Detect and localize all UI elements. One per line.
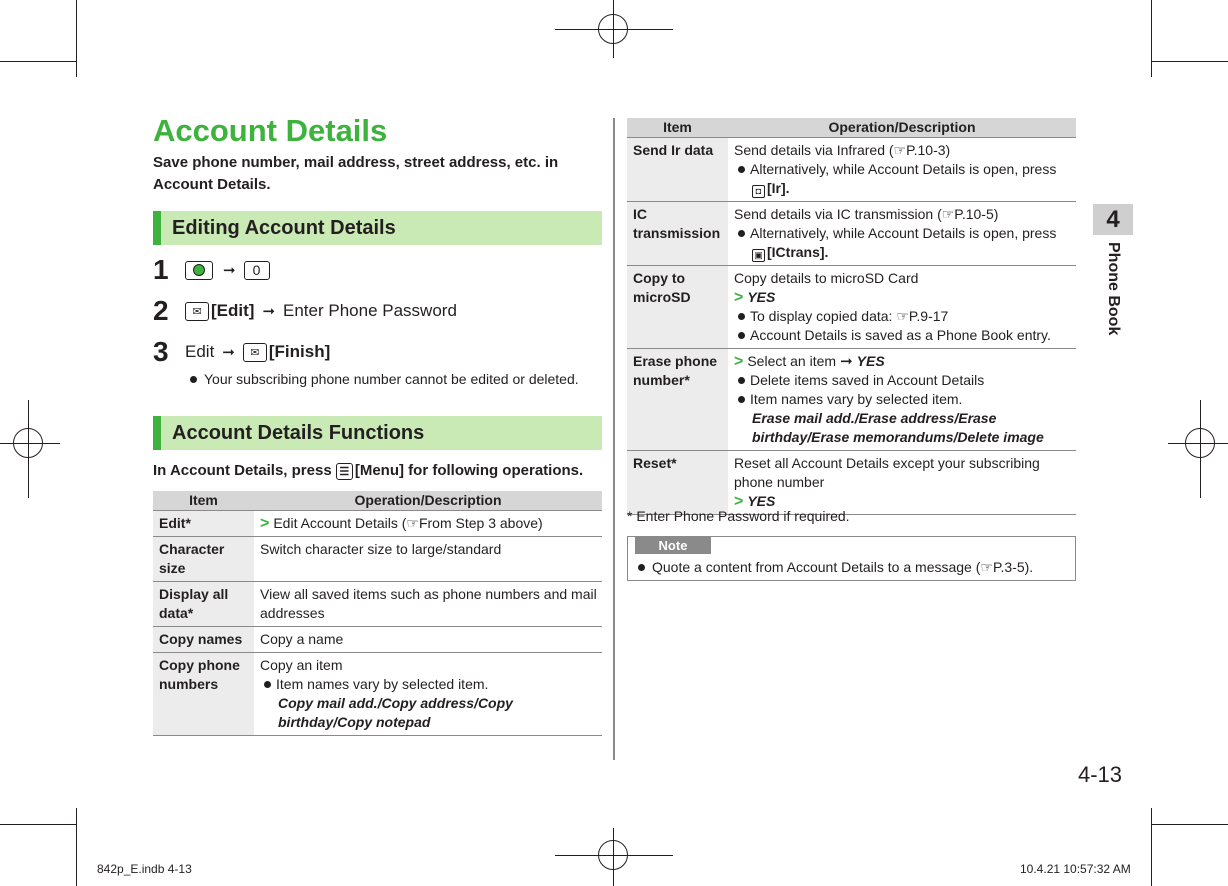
item-cell: Reset*: [627, 451, 728, 515]
tv-key-icon: ▣: [752, 249, 765, 262]
crop-mark: [76, 808, 77, 886]
yes-text: YES: [856, 353, 885, 369]
step-number: 2: [153, 295, 169, 326]
registration-mark: [555, 855, 673, 856]
table-row: [627, 451, 1076, 515]
column-header-desc: Operation/Description: [254, 491, 602, 511]
key-label: [ICtrans].: [767, 244, 829, 260]
item-cell: Character size: [153, 537, 254, 582]
bullet-text: Item names vary by selected item.: [734, 390, 1071, 409]
step-text: Edit: [185, 342, 215, 361]
arrow-icon: ➞: [840, 353, 853, 370]
crop-mark: [0, 61, 77, 62]
next-icon: >: [260, 515, 270, 532]
desc-cell: Switch character size to large/standard: [254, 537, 602, 582]
mail-key-icon: ✉: [185, 302, 209, 321]
slug-file: 842p_E.indb 4-13: [97, 862, 192, 876]
registration-mark: [555, 29, 673, 30]
slug-timestamp: 10.4.21 10:57:32 AM: [1020, 862, 1131, 876]
center-key-icon: [185, 261, 213, 280]
desc-cell: [728, 266, 1076, 349]
registration-mark: [0, 443, 60, 444]
table-row: [627, 202, 1076, 266]
table-row: [153, 511, 602, 537]
column-header-desc: Operation/Description: [728, 118, 1076, 138]
right-function-table: [627, 118, 1076, 515]
desc-text: Select an item: [747, 353, 837, 369]
desc-cell: [254, 511, 602, 537]
yes-text: YES: [747, 493, 776, 509]
desc-text: Send details via IC transmission (☞P.10-5): [734, 206, 999, 222]
bullet-text: Alternatively, while Account Details is open, press: [734, 160, 1071, 179]
finish-key-label: [Finish]: [268, 342, 331, 361]
yes-text: YES: [747, 289, 776, 305]
desc-cell: [254, 653, 602, 736]
item-cell: Erase phone number*: [627, 349, 728, 451]
functions-subhead: [153, 462, 583, 480]
note-box: [627, 536, 1076, 581]
bullet-text: Delete items saved in Account Details: [734, 371, 1071, 390]
desc-cell: [728, 451, 1076, 515]
desc-cell: [728, 138, 1076, 202]
table-row: [153, 537, 602, 582]
desc-text: Send details via Infrared (☞P.10-3): [734, 142, 951, 158]
item-cell: IC transmission: [627, 202, 728, 266]
desc-text: Edit Account Details (☞From Step 3 above): [273, 515, 543, 531]
table-row: [627, 266, 1076, 349]
note-text: Your subscribing phone number cannot be edited or deleted.: [204, 371, 579, 387]
registration-mark: [1168, 443, 1228, 444]
crop-mark: [1151, 808, 1152, 886]
registration-mark: [1200, 400, 1201, 498]
table-row: [153, 582, 602, 627]
table-row: [153, 627, 602, 653]
desc-text: Copy an item: [260, 657, 343, 673]
step-number: 1: [153, 254, 169, 285]
arrow-icon: ➞: [223, 262, 236, 279]
column-divider: [613, 118, 615, 760]
item-cell: Copy to microSD: [627, 266, 728, 349]
subhead-text: In Account Details, press: [153, 462, 332, 479]
step-text: Enter Phone Password: [283, 301, 457, 320]
table-row: [153, 653, 602, 736]
key-label: [Ir].: [767, 180, 790, 196]
bullet-text: To display copied data: ☞P.9-17: [734, 307, 1071, 326]
confirm-line: [734, 288, 1071, 307]
next-icon: >: [734, 289, 744, 306]
step-3: [153, 335, 330, 369]
registration-mark: [28, 400, 29, 498]
options-text: Copy mail add./Copy address/Copy birthday/Copy notepad: [278, 695, 513, 730]
column-header-item: Item: [153, 491, 254, 511]
menu-key-icon: ☰: [336, 463, 353, 480]
desc-text: Copy details to microSD Card: [734, 270, 919, 286]
key-line: [734, 243, 1071, 262]
step-3-note: [190, 370, 579, 389]
edit-key-label: [Edit]: [211, 301, 255, 320]
step-number: 3: [153, 336, 169, 367]
registration-mark: [613, 828, 614, 886]
item-cell: Edit*: [153, 511, 254, 537]
crop-mark: [76, 0, 77, 77]
registration-mark: [613, 0, 614, 58]
page-number: 4-13: [1078, 762, 1123, 787]
desc-cell: [728, 349, 1076, 451]
bullet-text: Alternatively, while Account Details is open, press: [734, 224, 1071, 243]
desc-cell: Copy a name: [254, 627, 602, 653]
section-heading-functions: Account Details Functions: [153, 416, 602, 450]
bullet-text: Item names vary by selected item.: [260, 675, 597, 694]
key-line: [734, 179, 1071, 198]
note-label: Note: [635, 537, 711, 554]
desc-cell: View all saved items such as phone numbers and mail addresses: [254, 582, 602, 627]
item-cell: Copy phone numbers: [153, 653, 254, 736]
table-header: [153, 491, 602, 511]
item-cell: Display all data*: [153, 582, 254, 627]
bullet-icon: [190, 376, 197, 383]
step-2: [153, 294, 457, 328]
note-body: Quote a content from Account Details to a message (☞P.3-5).: [652, 559, 1034, 575]
options-text: Erase mail add./Erase address/Erase birthday/Erase memorandums/Delete image: [752, 410, 1044, 445]
crop-mark: [1151, 61, 1228, 62]
table-header: [627, 118, 1076, 138]
zero-key: 0: [244, 261, 270, 280]
crop-mark: [1151, 0, 1152, 77]
arrow-icon: ➞: [262, 303, 276, 320]
chapter-number: 4: [1093, 204, 1133, 235]
left-function-table: [153, 491, 602, 736]
bullet-text: Account Details is saved as a Phone Book entry.: [734, 326, 1071, 345]
camera-key-icon: ◘: [752, 185, 765, 198]
desc-cell: [728, 202, 1076, 266]
next-icon: >: [734, 353, 744, 370]
bullet-icon: [638, 564, 645, 571]
crop-mark: [1151, 824, 1228, 825]
note-text: [638, 559, 1033, 576]
column-header-item: Item: [627, 118, 728, 138]
step-1: [153, 253, 272, 287]
item-cell: Copy names: [153, 627, 254, 653]
mail-key-icon: ✉: [243, 343, 267, 362]
subhead-label: [Menu] for following operations.: [354, 462, 584, 479]
arrow-icon: ➞: [222, 344, 235, 361]
desc-text: Reset all Account Details except your subscribing phone number: [734, 455, 1040, 490]
page-title: Account Details: [153, 113, 388, 148]
table-row: [627, 349, 1076, 451]
section-heading-editing: Editing Account Details: [153, 211, 602, 245]
select-line: [734, 352, 1071, 371]
crop-mark: [0, 824, 77, 825]
item-cell: Send Ir data: [627, 138, 728, 202]
chapter-name: Phone Book: [1105, 242, 1122, 336]
intro-text: Save phone number, mail address, street address, etc. in Account Details.: [153, 154, 559, 193]
footnote: * Enter Phone Password if required.: [627, 508, 850, 524]
table-row: [627, 138, 1076, 202]
next-icon: >: [734, 493, 744, 510]
